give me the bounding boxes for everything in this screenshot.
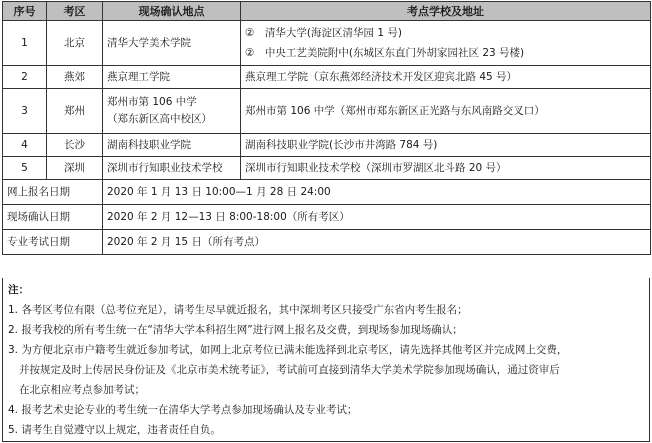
header-exam-address: 考点学校及地址 bbox=[241, 2, 651, 21]
row-confirm-site bbox=[103, 21, 241, 66]
row-number: 2 bbox=[3, 66, 47, 89]
date-value: 2020 年 1 月 13 日 10:00—1 月 28 日 24:00 bbox=[103, 180, 651, 205]
table-row bbox=[3, 66, 651, 89]
date-label: 现场确认日期 bbox=[3, 205, 103, 230]
note-item: 4. 报考艺术史论专业的考生统一在清华大学考点参加现场确认及专业考试； bbox=[8, 404, 358, 416]
date-value: 2020 年 2 月 15 日（所有考点） bbox=[103, 230, 651, 255]
row-region: 燕郊 bbox=[47, 66, 103, 89]
header-region: 考区 bbox=[47, 2, 103, 21]
header-no: 序号 bbox=[3, 2, 47, 21]
date-row-exam bbox=[3, 230, 651, 255]
site-line: 深圳市行知职业技术学校 bbox=[107, 161, 223, 174]
row-region: 深圳 bbox=[47, 157, 103, 180]
site-line: 清华大学美术学院 bbox=[107, 36, 191, 49]
note-item-continued: 在北京相应考点参加考试； bbox=[19, 384, 145, 396]
address-line: 燕京理工学院（京东燕郊经济技术开发区迎宾北路 45 号） bbox=[245, 71, 518, 83]
table-header-row bbox=[3, 2, 651, 21]
exam-schedule-table bbox=[2, 1, 651, 255]
row-number: 3 bbox=[3, 89, 47, 134]
row-confirm-site bbox=[103, 66, 241, 89]
date-value: 2020 年 2 月 12—13 日 8:00-18:00（所有考区） bbox=[103, 205, 651, 230]
site-line: 郑州市第 106 中学 bbox=[107, 96, 197, 108]
note-item-continued: 并按规定及时上传居民身份证及《北京市美术统考证》，考试前可直接到清华大学美术学院参加现场确认，通过资审后 bbox=[19, 364, 560, 376]
note-item: 3. 为方便北京市户籍考生就近参加考试，如网上北京考位已满未能选择到北京考区，请先选择其他考区并完成网上交费， bbox=[8, 344, 568, 356]
row-number: 4 bbox=[3, 134, 47, 157]
header-confirm-site: 现场确认地点 bbox=[103, 2, 241, 21]
note-item: 2. 报考我校的所有考生统一在“清华大学本科招生网”进行网上报名及交费，到现场参加现场确认； bbox=[8, 324, 463, 336]
row-number: 5 bbox=[3, 157, 47, 180]
row-exam-address bbox=[241, 66, 651, 89]
date-row-registration bbox=[3, 180, 651, 205]
row-confirm-site bbox=[103, 157, 241, 180]
row-exam-address bbox=[241, 89, 651, 134]
date-label: 专业考试日期 bbox=[3, 230, 103, 255]
row-region: 长沙 bbox=[47, 134, 103, 157]
site-line: 燕京理工学院 bbox=[107, 70, 170, 83]
row-number: 1 bbox=[3, 21, 47, 66]
table-row bbox=[3, 134, 651, 157]
table-row bbox=[3, 21, 651, 66]
site-line: 湖南科技职业学院 bbox=[107, 138, 191, 151]
note-item: 1. 各考区考位有限（总考位充足），请考生尽早就近报名，其中深圳考区只接受广东省内考生报名； bbox=[8, 304, 468, 316]
row-region: 郑州 bbox=[47, 89, 103, 134]
notes-section bbox=[2, 278, 650, 442]
note-item: 5. 请考生自觉遵守以上规定，违者责任自负。 bbox=[8, 424, 221, 436]
notes-title: 注： bbox=[8, 284, 29, 296]
date-label: 网上报名日期 bbox=[3, 180, 103, 205]
address-line: 深圳市行知职业技术学校（深圳市罗湖区北斗路 20 号） bbox=[245, 162, 507, 174]
address-line: 郑州市第 106 中学（郑州市郑东新区正光路与东风南路交叉口） bbox=[245, 105, 545, 117]
row-exam-address bbox=[241, 134, 651, 157]
row-region: 北京 bbox=[47, 21, 103, 66]
address-line: ② 清华大学(海淀区清华园 1 号) bbox=[245, 27, 402, 39]
row-exam-address bbox=[241, 157, 651, 180]
site-line: （郑东新区高中校区） bbox=[107, 113, 212, 125]
row-exam-address bbox=[241, 21, 651, 66]
address-line: ② 中央工艺美院附中(东城区东直门外胡家园社区 23 号楼) bbox=[245, 47, 525, 59]
table-row bbox=[3, 157, 651, 180]
row-confirm-site bbox=[103, 89, 241, 134]
address-line: 湖南科技职业学院(长沙市井湾路 784 号) bbox=[245, 139, 438, 151]
date-row-confirmation bbox=[3, 205, 651, 230]
row-confirm-site bbox=[103, 134, 241, 157]
table-row bbox=[3, 89, 651, 134]
